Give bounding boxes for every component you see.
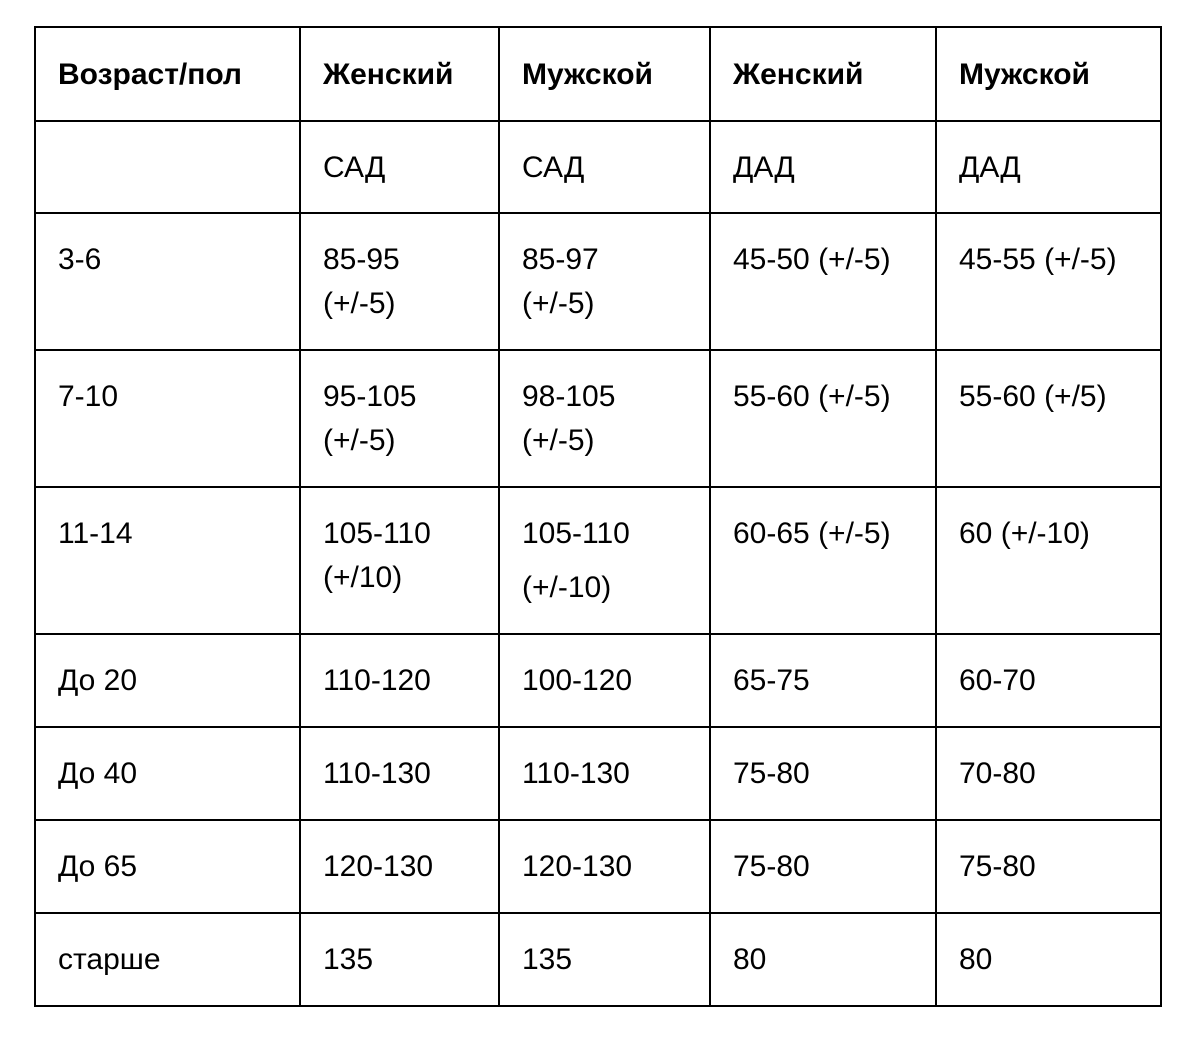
female-dad-cell: 55-60 (+/-5) bbox=[710, 350, 936, 487]
female-sad-cell bbox=[300, 487, 499, 634]
table-row bbox=[35, 727, 1161, 820]
male-dad-cell: 45-55 (+/-5) bbox=[936, 213, 1161, 350]
age-cell: До 20 bbox=[35, 634, 300, 727]
table-row bbox=[35, 487, 1161, 634]
subheader-dad-male: ДАД bbox=[936, 121, 1161, 213]
subheader-empty bbox=[35, 121, 300, 213]
tolerance-line: (+/-5) bbox=[522, 424, 595, 457]
table-subheader-row bbox=[35, 121, 1161, 213]
header-female-sad: Женский bbox=[300, 27, 499, 121]
header-male-sad: Мужской bbox=[499, 27, 710, 121]
value-line: 105-110 bbox=[323, 517, 431, 550]
subheader-sad-male: САД bbox=[499, 121, 710, 213]
value-line: 95-105 bbox=[323, 380, 417, 413]
table-row bbox=[35, 634, 1161, 727]
female-dad-cell: 75-80 bbox=[710, 727, 936, 820]
tolerance-line: (+/-5) bbox=[323, 424, 396, 457]
header-age-sex: Возраст/пол bbox=[35, 27, 300, 121]
tolerance-line: (+/-5) bbox=[323, 287, 396, 320]
female-sad-cell bbox=[300, 213, 499, 350]
male-sad-cell: 135 bbox=[499, 913, 710, 1006]
male-sad-cell: 110-130 bbox=[499, 727, 710, 820]
age-cell: 3-6 bbox=[35, 213, 300, 350]
table-header-row bbox=[35, 27, 1161, 121]
male-sad-cell bbox=[499, 487, 710, 634]
table-row bbox=[35, 213, 1161, 350]
tolerance-line: (+/-10) bbox=[522, 571, 612, 604]
male-dad-cell: 75-80 bbox=[936, 820, 1161, 913]
male-dad-cell: 60 (+/-10) bbox=[936, 487, 1161, 634]
male-sad-cell bbox=[499, 350, 710, 487]
male-dad-cell: 60-70 bbox=[936, 634, 1161, 727]
male-dad-cell: 55-60 (+/5) bbox=[936, 350, 1161, 487]
age-cell: До 65 bbox=[35, 820, 300, 913]
female-dad-cell: 60-65 (+/-5) bbox=[710, 487, 936, 634]
header-female-dad: Женский bbox=[710, 27, 936, 121]
female-dad-cell: 45-50 (+/-5) bbox=[710, 213, 936, 350]
female-dad-cell: 80 bbox=[710, 913, 936, 1006]
age-cell: старше bbox=[35, 913, 300, 1006]
male-dad-cell: 80 bbox=[936, 913, 1161, 1006]
age-cell: 11-14 bbox=[35, 487, 300, 634]
value-line: 105-110 bbox=[522, 517, 630, 550]
value-line: 85-97 bbox=[522, 243, 599, 276]
female-dad-cell: 65-75 bbox=[710, 634, 936, 727]
blood-pressure-table bbox=[34, 26, 1162, 1007]
table-row bbox=[35, 350, 1161, 487]
female-sad-cell: 120-130 bbox=[300, 820, 499, 913]
value-line: 98-105 bbox=[522, 380, 616, 413]
male-sad-cell: 100-120 bbox=[499, 634, 710, 727]
subheader-sad-female: САД bbox=[300, 121, 499, 213]
female-sad-cell: 135 bbox=[300, 913, 499, 1006]
age-cell: 7-10 bbox=[35, 350, 300, 487]
subheader-dad-female: ДАД bbox=[710, 121, 936, 213]
female-sad-cell bbox=[300, 350, 499, 487]
tolerance-line: (+/-5) bbox=[522, 287, 595, 320]
male-sad-cell: 120-130 bbox=[499, 820, 710, 913]
female-sad-cell: 110-120 bbox=[300, 634, 499, 727]
male-sad-cell bbox=[499, 213, 710, 350]
female-sad-cell: 110-130 bbox=[300, 727, 499, 820]
table-row bbox=[35, 913, 1161, 1006]
male-dad-cell: 70-80 bbox=[936, 727, 1161, 820]
female-dad-cell: 75-80 bbox=[710, 820, 936, 913]
header-male-dad: Мужской bbox=[936, 27, 1161, 121]
table-row bbox=[35, 820, 1161, 913]
value-line: 85-95 bbox=[323, 243, 400, 276]
tolerance-line: (+/10) bbox=[323, 561, 403, 594]
age-cell: До 40 bbox=[35, 727, 300, 820]
